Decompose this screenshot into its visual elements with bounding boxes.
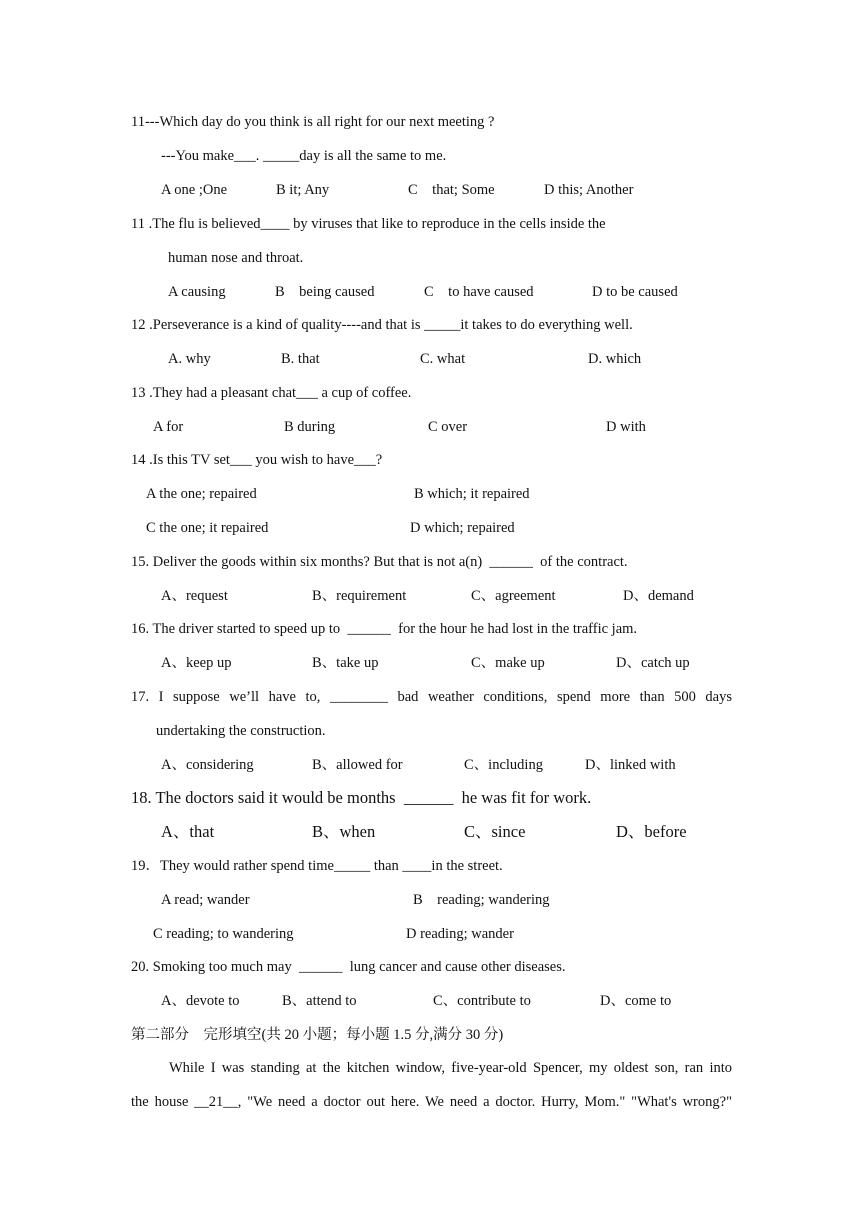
- question-stem: 16. The driver started to speed up to ______ for the hour he had lost in the traffic jam.: [131, 621, 638, 637]
- question-stem: 11---Which day do you think is all right for our next meeting ?: [131, 114, 495, 130]
- option-a: A. why: [168, 351, 211, 367]
- option-a: A causing: [168, 284, 226, 300]
- option-c: C over: [428, 419, 468, 435]
- option-d: D to be caused: [592, 284, 678, 300]
- option-b: B reading; wandering: [413, 892, 550, 908]
- option-d: D which; repaired: [410, 520, 515, 536]
- question-stem: 17. I suppose we’ll have to, ________ bad weather conditions, spend more than 500 days: [131, 689, 732, 705]
- option-a: A、keep up: [161, 655, 232, 671]
- option-b: B、allowed for: [312, 757, 403, 773]
- option-a: A、devote to: [161, 993, 240, 1009]
- option-a: A for: [153, 419, 184, 435]
- option-a: A read; wander: [161, 892, 250, 908]
- option-d: D、before: [616, 822, 687, 841]
- option-b: B、take up: [312, 655, 379, 671]
- option-b: B、attend to: [282, 993, 357, 1009]
- question-stem: 20. Smoking too much may ______ lung cancer and cause other diseases.: [131, 959, 566, 975]
- option-d: D this; Another: [544, 182, 634, 198]
- option-d: D. which: [588, 351, 642, 367]
- question-line: undertaking the construction.: [156, 723, 326, 739]
- option-d: D、come to: [600, 993, 672, 1009]
- option-c: C reading; to wandering: [153, 926, 294, 942]
- option-c: C to have caused: [424, 284, 534, 300]
- question-stem: 15. Deliver the goods within six months? But that is not a(n) ______ of the contract.: [131, 554, 628, 570]
- option-c: C、since: [464, 822, 526, 841]
- passage-line: While I was standing at the kitchen window, five-year-old Spencer, my oldest son, ran into: [169, 1060, 732, 1076]
- question-stem: 19．They would rather spend time_____ than ____in the street.: [131, 858, 503, 874]
- option-b: B、requirement: [312, 588, 407, 604]
- option-d: D reading; wander: [406, 926, 514, 942]
- question-line: human nose and throat.: [168, 250, 304, 266]
- option-c: C、make up: [471, 655, 545, 671]
- option-b: B、when: [312, 822, 376, 841]
- section-heading: 第二部分 完形填空(共 20 小题；每小题 1.5 分,满分 30 分): [131, 1027, 504, 1043]
- option-c: C、agreement: [471, 588, 556, 604]
- option-c: C、contribute to: [433, 993, 531, 1009]
- question-stem: 11 .The flu is believed____ by viruses that like to reproduce in the cells inside the: [131, 216, 606, 232]
- question-stem: 18. The doctors said it would be months ______ he was fit for work.: [131, 788, 592, 807]
- question-stem: 12 .Perseverance is a kind of quality----and that is _____it takes to do everything well.: [131, 317, 633, 333]
- option-a: A、that: [161, 822, 215, 841]
- option-b: B it; Any: [276, 182, 330, 198]
- option-a: A the one; repaired: [146, 486, 257, 502]
- option-a: A、request: [161, 588, 228, 604]
- option-d: D、linked with: [585, 757, 676, 773]
- passage-line: the house __21__, "We need a doctor out here. We need a doctor. Hurry, Mom." "What's wrong?": [131, 1094, 732, 1110]
- option-b: B during: [284, 419, 336, 435]
- option-b: B. that: [281, 351, 320, 367]
- option-d: D、catch up: [616, 655, 690, 671]
- question-line: ---You make___. _____day is all the same to me.: [161, 148, 447, 164]
- option-d: D with: [606, 419, 646, 435]
- option-b: B being caused: [275, 284, 375, 300]
- option-b: B which; it repaired: [414, 486, 530, 502]
- question-stem: 14 .Is this TV set___ you wish to have___?: [131, 452, 383, 468]
- option-a: A one ;One: [161, 182, 228, 198]
- option-c: C that; Some: [408, 182, 495, 198]
- option-c: C. what: [420, 351, 466, 367]
- option-d: D、demand: [623, 588, 694, 604]
- option-a: A、considering: [161, 757, 254, 773]
- question-stem: 13 .They had a pleasant chat___ a cup of coffee.: [131, 385, 412, 401]
- option-c: C、including: [464, 757, 543, 773]
- option-c: C the one; it repaired: [146, 520, 269, 536]
